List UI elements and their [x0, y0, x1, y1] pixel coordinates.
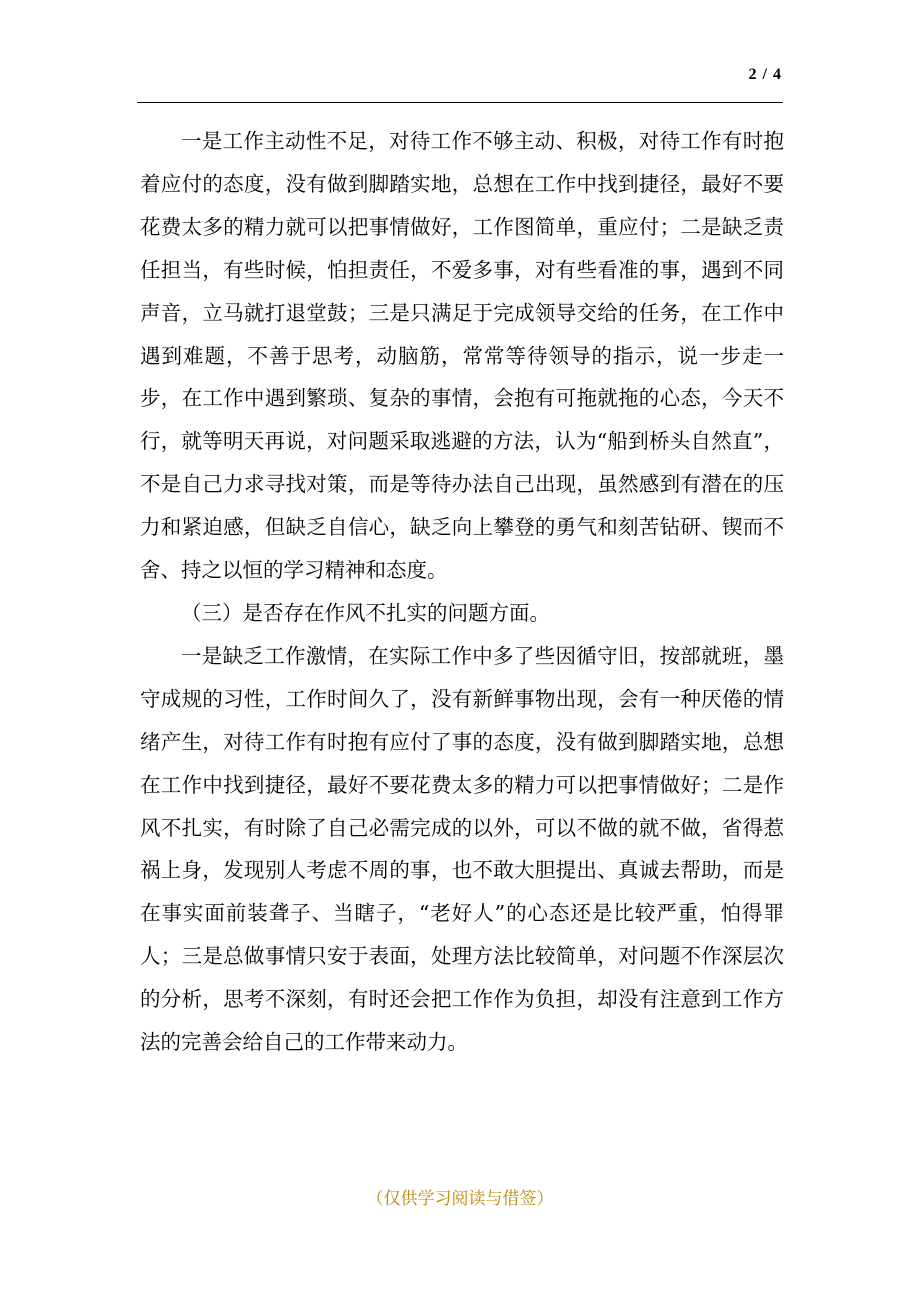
section-heading-work-style: （三）是否存在作风不扎实的问题方面。 [181, 600, 550, 625]
paragraph-work-initiative: 一是工作主动性不足，对待工作不够主动、积极，对待工作有时抱着应付的态度，没有做到脚踏实地，总想在工作中找到捷径，最好不要花费太多的精力就可以把事情做好，工作图简单，重应付；二是缺乏责任担当，有些时候，怕担责任，不爱多事，对有些看准的事，遇到不同声音，立马就打退堂鼓；三是只满足于完成领导交给的任务，在工作中遇到难题，不善于思考，动脑筋，常常等待领导的指示，说一步走一步，在工作中遇到繁琐、复杂的事情，会抱有可拖就拖的心态，今天不行，就等明天再说，对问题采取逃避的方法，认为“船到桥头自然直”，不是自己力求寻找对策，而是等待办法自己出现，虽然感到有潜在的压力和紧迫感，但缺乏自信心，缺乏向上攀登的勇气和刻苦钻研、锲而不舍、持之以恒的学习精神和态度。 [140, 129, 784, 583]
header-divider [137, 102, 783, 103]
document-body [140, 120, 784, 1064]
paragraph-work-style: 一是缺乏工作激情，在实际工作中多了些因循守旧，按部就班，墨守成规的习性，工作时间久了，没有新鲜事物出现，会有一种厌倦的情绪产生，对待工作有时抱有应付了事的态度，没有做到脚踏实地，总想在工作中找到捷径，最好不要花费太多的精力可以把事情做好；二是作风不扎实，有时除了自己必需完成的以外，可以不做的就不做，省得惹祸上身，发现别人考虑不周的事，也不敢大胆提出、真诚去帮助，而是在事实面前装聋子、当瞎子，“老好人”的心态还是比较严重，怕得罪人；三是总做事情只安于表面，处理方法比较简单，对问题不作深层次的分析，思考不深刻，有时还会把工作作为负担，却没有注意到工作方法的完善会给自己的工作带来动力。 [140, 643, 784, 1055]
page-number: 2 / 4 [748, 66, 782, 83]
footer-disclaimer: （仅供学习阅读与借签） [366, 1189, 554, 1209]
